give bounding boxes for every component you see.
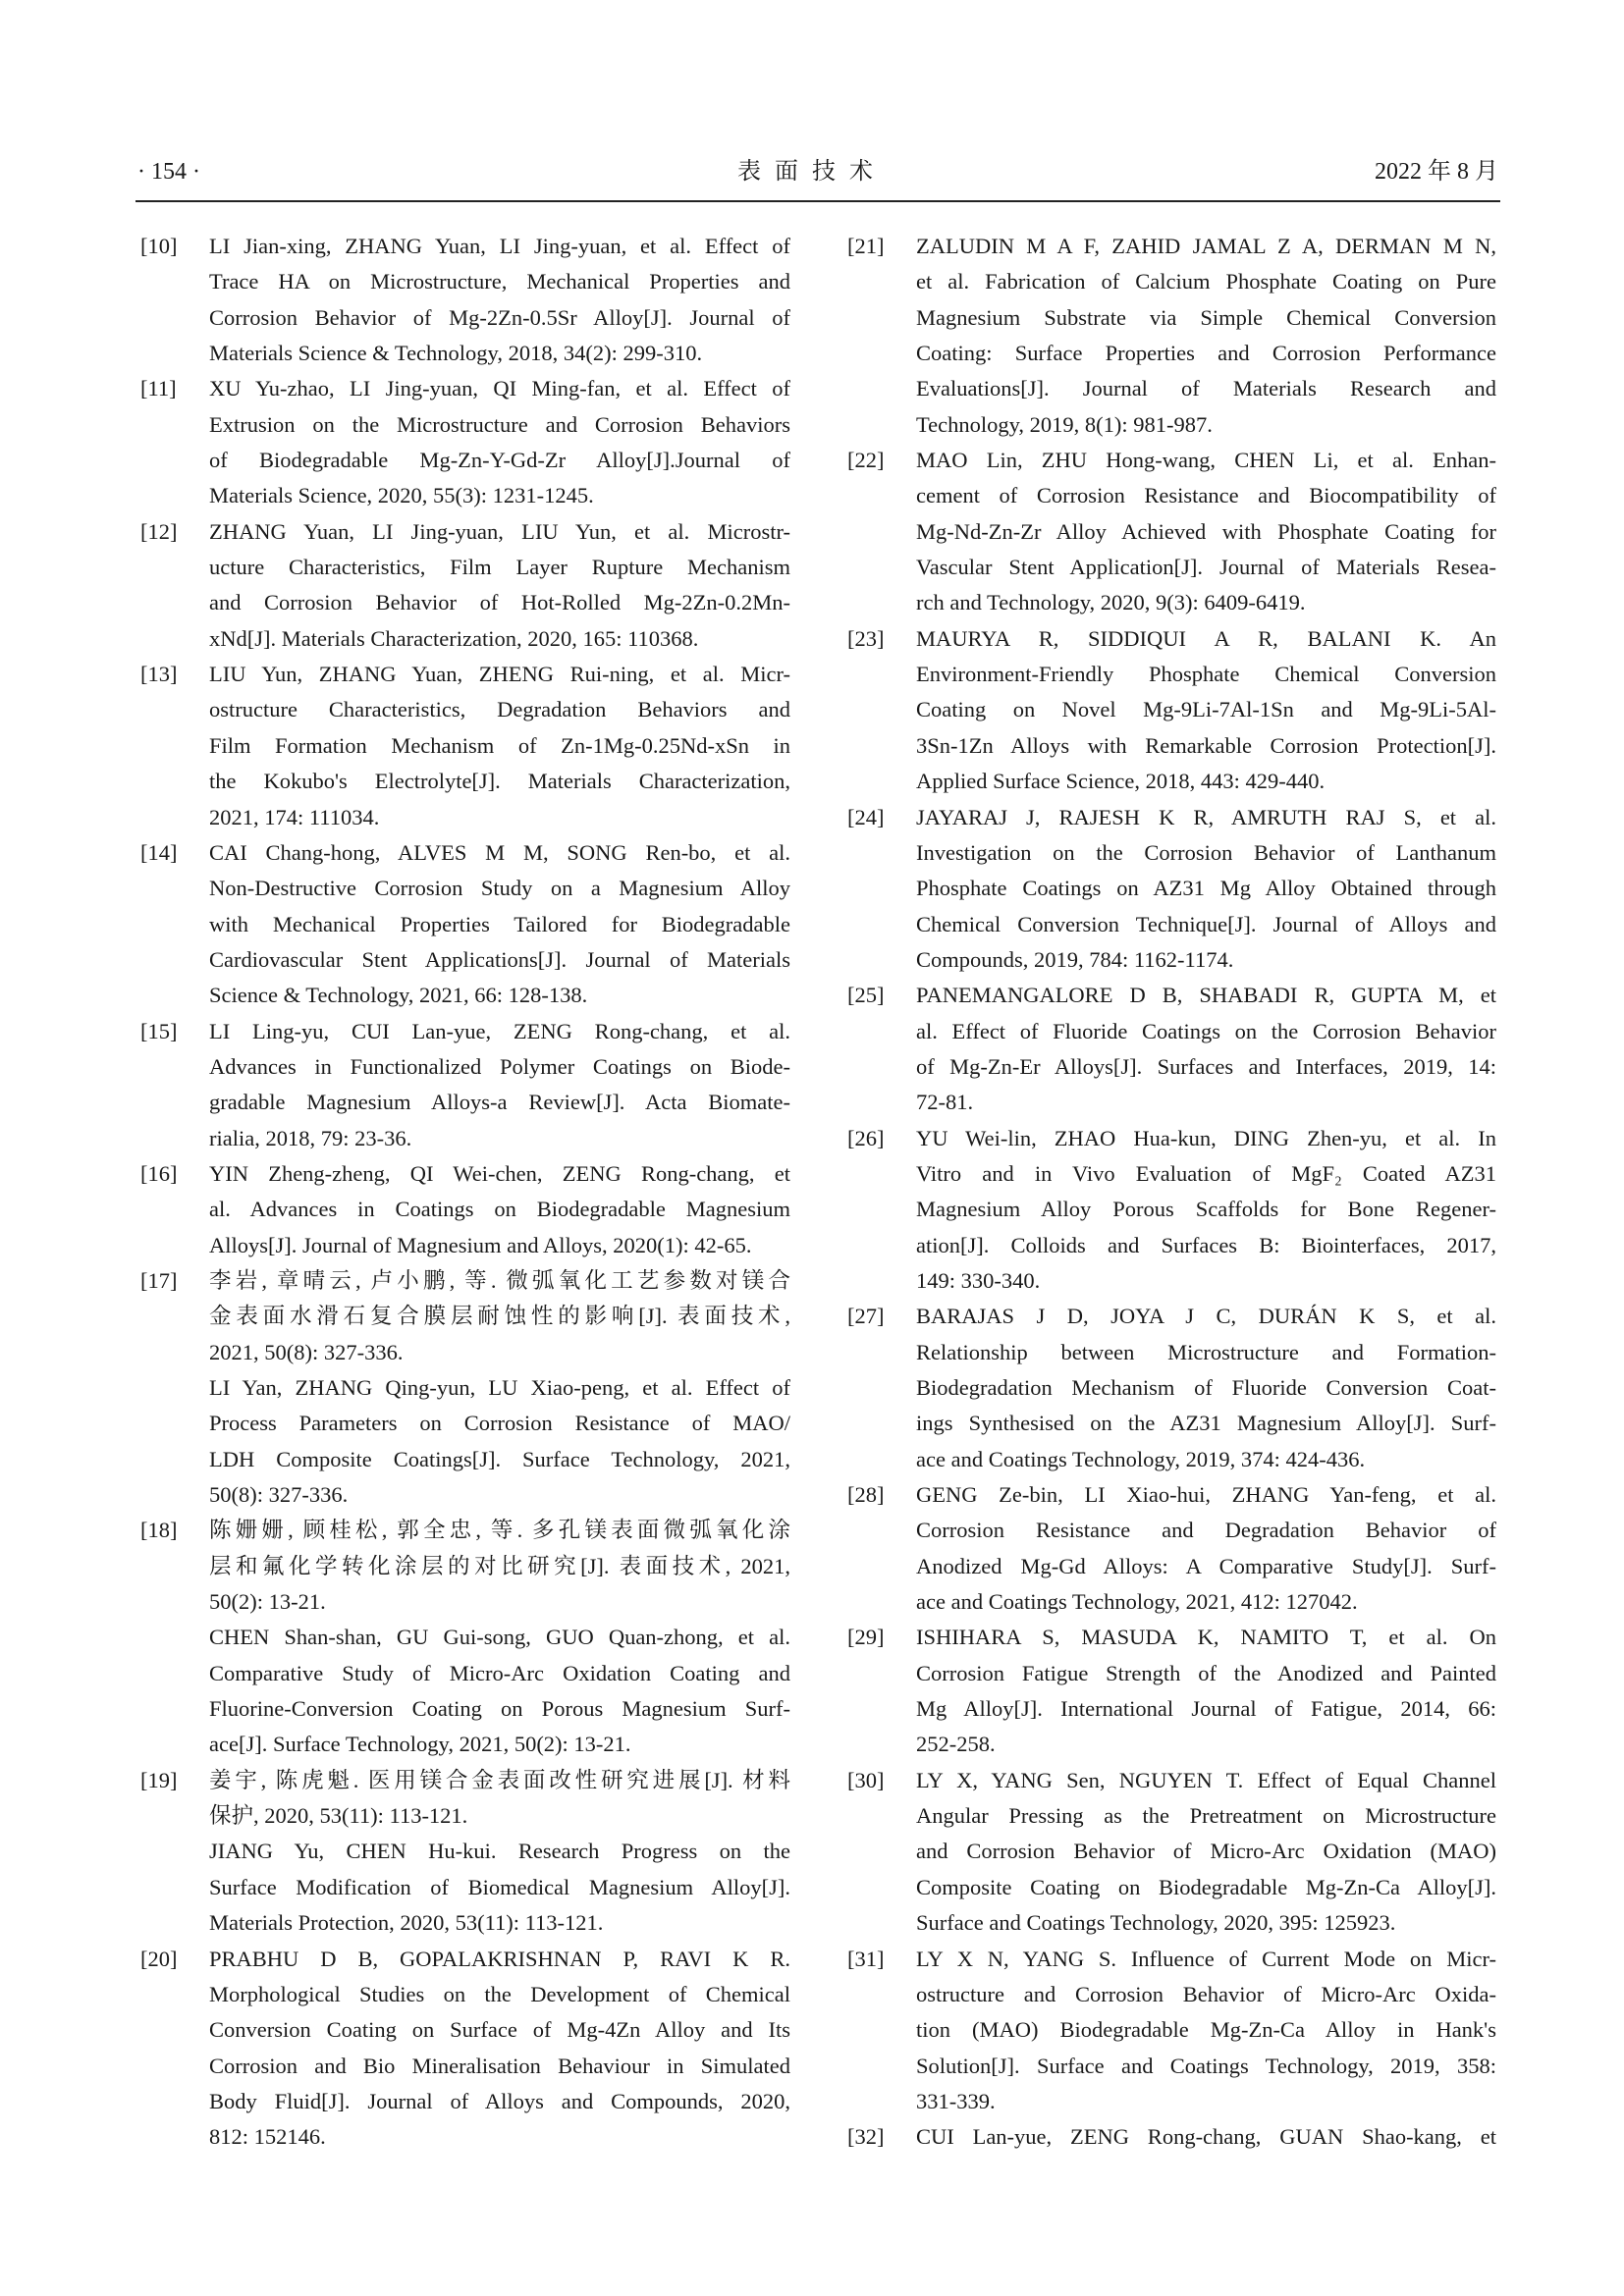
- reference-entry: [137, 657, 790, 835]
- reference-line: Morphological Studies on the Development of Chemical: [209, 1981, 790, 2006]
- reference-entry: [844, 978, 1496, 1120]
- reference-line: Magnesium Alloy Porous Scaffolds for Bone Regener-: [916, 1197, 1496, 1222]
- reference-line: tion (MAO) Biodegradable Mg-Zn-Ca Alloy in Hank's: [916, 2017, 1496, 2043]
- reference-line: Materials Science, 2020, 55(3): 1231-1245.: [209, 483, 594, 508]
- reference-text: [209, 1014, 790, 1156]
- reference-text: [209, 1763, 790, 1942]
- reference-line: Coating: Surface Properties and Corrosion Performance: [916, 341, 1496, 366]
- reference-number: [13]: [140, 662, 178, 687]
- reference-line: Evaluations[J]. Journal of Materials Research and: [916, 376, 1496, 401]
- reference-line: YIN Zheng-zheng, QI Wei-chen, ZENG Rong-chang, et: [209, 1160, 790, 1186]
- reference-line: Composite Coating on Biodegradable Mg-Zn-Ca Alloy[J].: [916, 1874, 1496, 1899]
- reference-line: Cardiovascular Stent Applications[J]. Journal of Materials: [209, 946, 790, 972]
- reference-line: Comparative Study of Micro-Arc Oxidation Coating and: [209, 1660, 790, 1685]
- reference-entry: [137, 229, 790, 371]
- reference-line: JAYARAJ J, RAJESH K R, AMRUTH RAJ S, et al.: [916, 804, 1496, 829]
- reference-entry: [844, 443, 1496, 621]
- reference-number: [22]: [847, 448, 885, 473]
- reference-text: [916, 1121, 1496, 1300]
- reference-number: [11]: [140, 376, 177, 401]
- reference-entry: [844, 1763, 1496, 1942]
- reference-line: ZHANG Yuan, LI Jing-yuan, LIU Yun, et al. Microstr-: [209, 518, 790, 544]
- reference-number: [21]: [847, 234, 885, 258]
- reference-line: 2021, 174: 111034.: [209, 804, 380, 829]
- reference-line: 50(8): 327-336.: [209, 1482, 349, 1508]
- reference-line: LI Ling-yu, CUI Lan-yue, ZENG Rong-chang, et al.: [209, 1018, 790, 1043]
- reference-line: BARAJAS J D, JOYA J C, DURÁN K S, et al.: [916, 1304, 1496, 1329]
- reference-line: PRABHU D B, GOPALAKRISHNAN P, RAVI K R.: [209, 1946, 790, 1971]
- reference-line: CUI Lan-yue, ZENG Rong-chang, GUAN Shao-kang, et: [916, 2124, 1496, 2150]
- reference-line: 2021, 50(8): 327-336.: [209, 1339, 404, 1364]
- reference-line: Solution[J]. Surface and Coatings Technology, 2019, 358:: [916, 2053, 1496, 2078]
- reference-line: Phosphate Coatings on AZ31 Mg Alloy Obtained through: [916, 876, 1496, 901]
- reference-entry: [844, 2119, 1496, 2155]
- reference-text: [916, 978, 1496, 1120]
- reference-line: Film Formation Mechanism of Zn-1Mg-0.25Nd-xSn in: [209, 732, 790, 758]
- reference-text: [916, 1763, 1496, 1942]
- reference-line: Extrusion on the Microstructure and Corrosion Behaviors: [209, 411, 790, 437]
- reference-line: Vascular Stent Application[J]. Journal of Materials Resea-: [916, 555, 1496, 580]
- reference-line: ISHIHARA S, MASUDA K, NAMITO T, et al. On: [916, 1625, 1496, 1650]
- reference-line: ings Synthesised on the AZ31 Magnesium Alloy[J]. Surf-: [916, 1411, 1496, 1436]
- reference-line: and Corrosion Behavior of Micro-Arc Oxidation (MAO): [916, 1839, 1496, 1864]
- reference-column-left: [137, 229, 790, 2156]
- reference-line: 陈姗姗, 顾桂松, 郭全忠, 等. 多孔镁表面微弧氧化涂: [209, 1518, 790, 1543]
- reference-line: Environment-Friendly Phosphate Chemical Conversion: [916, 662, 1496, 687]
- reference-line: Corrosion and Bio Mineralisation Behaviour in Simulated: [209, 2053, 790, 2078]
- reference-entry: [844, 621, 1496, 800]
- reference-text: [209, 1513, 790, 1762]
- reference-number: [19]: [140, 1767, 178, 1792]
- reference-line: Investigation on the Corrosion Behavior of Lanthanum: [916, 839, 1496, 865]
- reference-number: [29]: [847, 1625, 885, 1650]
- reference-text: [209, 371, 790, 513]
- reference-line: xNd[J]. Materials Characterization, 2020, 165: 110368.: [209, 625, 699, 651]
- reference-number: [32]: [847, 2124, 885, 2150]
- journal-title: 表面技术: [737, 159, 887, 185]
- reference-line: 149: 330-340.: [916, 1267, 1041, 1293]
- reference-entry: [137, 1014, 790, 1156]
- reference-line: ostructure and Corrosion Behavior of Micro-Arc Oxida-: [916, 1981, 1496, 2006]
- reference-line: ation[J]. Colloids and Surfaces B: Biointerfaces, 2017,: [916, 1232, 1496, 1257]
- reference-line: of Biodegradable Mg-Zn-Y-Gd-Zr Alloy[J].Journal of: [209, 448, 790, 473]
- reference-text: [916, 1620, 1496, 1762]
- reference-line: LY X N, YANG S. Influence of Current Mode on Micr-: [916, 1946, 1496, 1971]
- reference-line: Conversion Coating on Surface of Mg-4Zn Alloy and Its: [209, 2017, 790, 2043]
- reference-entry: [844, 1620, 1496, 1762]
- reference-line: with Mechanical Properties Tailored for Biodegradable: [209, 911, 790, 936]
- reference-line: 72-81.: [916, 1090, 974, 1115]
- reference-text: [916, 443, 1496, 621]
- reference-text: [916, 800, 1496, 979]
- reference-line: 812: 152146.: [209, 2124, 326, 2150]
- reference-number: [10]: [140, 234, 178, 258]
- reference-line: Corrosion Fatigue Strength of the Anodized and Painted: [916, 1660, 1496, 1685]
- reference-line: gradable Magnesium Alloys-a Review[J]. Acta Biomate-: [209, 1090, 790, 1115]
- reference-line: XU Yu-zhao, LI Jing-yuan, QI Ming-fan, et al. Effect of: [209, 376, 790, 401]
- reference-line: Compounds, 2019, 784: 1162-1174.: [916, 946, 1234, 972]
- reference-line: al. Effect of Fluoride Coatings on the Corrosion Behavior: [916, 1018, 1496, 1043]
- reference-line: 331-339.: [916, 2088, 996, 2113]
- reference-entry: [137, 514, 790, 657]
- reference-line: 李岩, 章晴云, 卢小鹏, 等. 微弧氧化工艺参数对镁合: [209, 1267, 790, 1293]
- reference-line: Applied Surface Science, 2018, 443: 429-440.: [916, 769, 1326, 794]
- reference-number: [16]: [140, 1160, 178, 1186]
- reference-line: LIU Yun, ZHANG Yuan, ZHENG Rui-ning, et al. Micr-: [209, 662, 790, 687]
- reference-line: Magnesium Substrate via Simple Chemical Conversion: [916, 304, 1496, 330]
- reference-entry: [844, 1477, 1496, 1620]
- reference-entry: [137, 835, 790, 1014]
- reference-line: Process Parameters on Corrosion Resistance of MAO/: [209, 1411, 790, 1436]
- reference-line: 姜宇, 陈虎魁. 医用镁合金表面改性研究进展[J]. 材料: [209, 1767, 790, 1792]
- reference-number: [18]: [140, 1518, 178, 1543]
- reference-entry: [844, 1121, 1496, 1300]
- reference-line: Alloys[J]. Journal of Magnesium and Alloys, 2020(1): 42-65.: [209, 1232, 752, 1257]
- reference-line: Anodized Mg-Gd Alloys: A Comparative Study[J]. Surf-: [916, 1553, 1496, 1578]
- reference-line: Fluorine-Conversion Coating on Porous Magnesium Surf-: [209, 1696, 790, 1722]
- reference-line: GENG Ze-bin, LI Xiao-hui, ZHANG Yan-feng, et al.: [916, 1482, 1496, 1508]
- reference-text: [916, 1942, 1496, 2120]
- reference-line: ace[J]. Surface Technology, 2021, 50(2): 13-21.: [209, 1732, 631, 1757]
- reference-entry: [137, 371, 790, 513]
- reference-line: Relationship between Microstructure and Formation-: [916, 1339, 1496, 1364]
- page-number: · 154 ·: [137, 159, 200, 185]
- reference-line: MAURYA R, SIDDIQUI A R, BALANI K. An: [916, 625, 1496, 651]
- reference-line: Trace HA on Microstructure, Mechanical Properties and: [209, 269, 790, 294]
- reference-line: the Kokubo's Electrolyte[J]. Materials Characterization,: [209, 769, 790, 794]
- reference-line: 金表面水滑石复合膜层耐蚀性的影响[J]. 表面技术,: [209, 1304, 790, 1329]
- reference-line: rialia, 2018, 79: 23-36.: [209, 1125, 412, 1150]
- reference-line: al. Advances in Coatings on Biodegradable Magnesium: [209, 1197, 790, 1222]
- reference-number: [30]: [847, 1767, 885, 1792]
- reference-line: ZALUDIN M A F, ZAHID JAMAL Z A, DERMAN M N,: [916, 234, 1496, 258]
- reference-text: [916, 1477, 1496, 1620]
- reference-line: CAI Chang-hong, ALVES M M, SONG Ren-bo, et al.: [209, 839, 790, 865]
- reference-entry: [137, 1942, 790, 2156]
- reference-text: [209, 514, 790, 657]
- reference-column-right: [844, 229, 1496, 2156]
- reference-line: Angular Pressing as the Pretreatment on Microstructure: [916, 1803, 1496, 1829]
- reference-entry: [844, 1942, 1496, 2120]
- reference-number: [23]: [847, 625, 885, 651]
- reference-line: LI Jian-xing, ZHANG Yuan, LI Jing-yuan, et al. Effect of: [209, 234, 790, 258]
- reference-line: and Corrosion Behavior of Hot-Rolled Mg-2Zn-0.2Mn-: [209, 590, 790, 615]
- reference-text: [209, 229, 790, 371]
- reference-line: Advances in Functionalized Polymer Coatings on Biode-: [209, 1053, 790, 1079]
- reference-line: PANEMANGALORE D B, SHABADI R, GUPTA M, et: [916, 983, 1496, 1008]
- reference-text: [916, 229, 1496, 443]
- reference-line: Biodegradation Mechanism of Fluoride Conversion Coat-: [916, 1375, 1496, 1400]
- reference-line: Corrosion Resistance and Degradation Behavior of: [916, 1518, 1496, 1543]
- reference-line: Body Fluid[J]. Journal of Alloys and Compounds, 2020,: [209, 2088, 790, 2113]
- reference-line: CHEN Shan-shan, GU Gui-song, GUO Quan-zhong, et al.: [209, 1625, 790, 1650]
- reference-line: Coating on Novel Mg-9Li-7Al-1Sn and Mg-9Li-5Al-: [916, 697, 1496, 722]
- reference-line: Technology, 2019, 8(1): 981-987.: [916, 411, 1213, 437]
- reference-line: Non-Destructive Corrosion Study on a Magnesium Alloy: [209, 876, 790, 901]
- reference-line: MAO Lin, ZHU Hong-wang, CHEN Li, et al. Enhan-: [916, 448, 1496, 473]
- reference-line: cement of Corrosion Resistance and Biocompatibility of: [916, 483, 1496, 508]
- reference-entry: [137, 1263, 790, 1513]
- reference-line: rch and Technology, 2020, 9(3): 6409-6419.: [916, 590, 1306, 615]
- reference-entry: [137, 1156, 790, 1263]
- reference-text: [916, 1299, 1496, 1477]
- reference-number: [31]: [847, 1946, 885, 1971]
- reference-number: [25]: [847, 983, 885, 1008]
- reference-line: ucture Characteristics, Film Layer Rupture Mechanism: [209, 555, 790, 580]
- reference-line: 252-258.: [916, 1732, 996, 1757]
- reference-number: [20]: [140, 1946, 178, 1971]
- reference-line: Corrosion Behavior of Mg-2Zn-0.5Sr Alloy[J]. Journal of: [209, 304, 790, 330]
- reference-entry: [844, 800, 1496, 979]
- reference-line: YU Wei-lin, ZHAO Hua-kun, DING Zhen-yu, et al. In: [916, 1125, 1496, 1150]
- reference-text: [209, 835, 790, 1014]
- reference-entry: [137, 1513, 790, 1762]
- reference-entry: [844, 1299, 1496, 1477]
- reference-entry: [137, 1763, 790, 1942]
- reference-line: LDH Composite Coatings[J]. Surface Technology, 2021,: [209, 1446, 790, 1471]
- reference-number: [12]: [140, 518, 178, 544]
- reference-line: Materials Science & Technology, 2018, 34(2): 299-310.: [209, 341, 703, 366]
- reference-number: [27]: [847, 1304, 885, 1329]
- reference-line: LI Yan, ZHANG Qing-yun, LU Xiao-peng, et al. Effect of: [209, 1375, 790, 1400]
- reference-line: ace and Coatings Technology, 2021, 412: 127042.: [916, 1589, 1358, 1615]
- reference-line: LY X, YANG Sen, NGUYEN T. Effect of Equal Channel: [916, 1767, 1496, 1792]
- header-rule: [135, 200, 1500, 202]
- issue-date: 2022 年 8 月: [1375, 159, 1498, 185]
- reference-line: ace and Coatings Technology, 2019, 374: 424-436.: [916, 1446, 1366, 1471]
- reference-text: [209, 657, 790, 835]
- reference-entry: [844, 229, 1496, 443]
- reference-number: [15]: [140, 1018, 178, 1043]
- reference-number: [28]: [847, 1482, 885, 1508]
- reference-line: ostructure Characteristics, Degradation Behaviors and: [209, 697, 790, 722]
- reference-number: [14]: [140, 839, 178, 865]
- reference-line: of Mg-Zn-Er Alloys[J]. Surfaces and Interfaces, 2019, 14:: [916, 1053, 1496, 1079]
- reference-text: [209, 1942, 790, 2156]
- reference-text: [209, 1156, 790, 1263]
- reference-line: Surface and Coatings Technology, 2020, 395: 125923.: [916, 1910, 1396, 1936]
- reference-number: [26]: [847, 1125, 885, 1150]
- reference-line: Mg Alloy[J]. International Journal of Fatigue, 2014, 66:: [916, 1696, 1496, 1722]
- reference-line: Materials Protection, 2020, 53(11): 113-121.: [209, 1910, 604, 1936]
- reference-line: 50(2): 13-21.: [209, 1589, 326, 1615]
- reference-line: et al. Fabrication of Calcium Phosphate Coating on Pure: [916, 269, 1496, 294]
- reference-line: Science & Technology, 2021, 66: 128-138.: [209, 983, 588, 1008]
- reference-line: Vitro and in Vivo Evaluation of MgF₂ Coated AZ31: [916, 1160, 1496, 1186]
- reference-text: [209, 1263, 790, 1513]
- reference-text: [916, 621, 1496, 800]
- reference-line: JIANG Yu, CHEN Hu-kui. Research Progress on the: [209, 1839, 790, 1864]
- reference-line: Chemical Conversion Technique[J]. Journal of Alloys and: [916, 911, 1496, 936]
- reference-line: 层和氟化学转化涂层的对比研究[J]. 表面技术, 2021,: [209, 1553, 790, 1578]
- reference-text: [916, 2119, 1496, 2155]
- reference-number: [17]: [140, 1267, 178, 1293]
- reference-line: Mg-Nd-Zn-Zr Alloy Achieved with Phosphate Coating for: [916, 518, 1496, 544]
- reference-line: 3Sn-1Zn Alloys with Remarkable Corrosion Protection[J].: [916, 732, 1496, 758]
- reference-line: Surface Modification of Biomedical Magnesium Alloy[J].: [209, 1874, 790, 1899]
- reference-number: [24]: [847, 804, 885, 829]
- reference-line: 保护, 2020, 53(11): 113-121.: [209, 1803, 468, 1829]
